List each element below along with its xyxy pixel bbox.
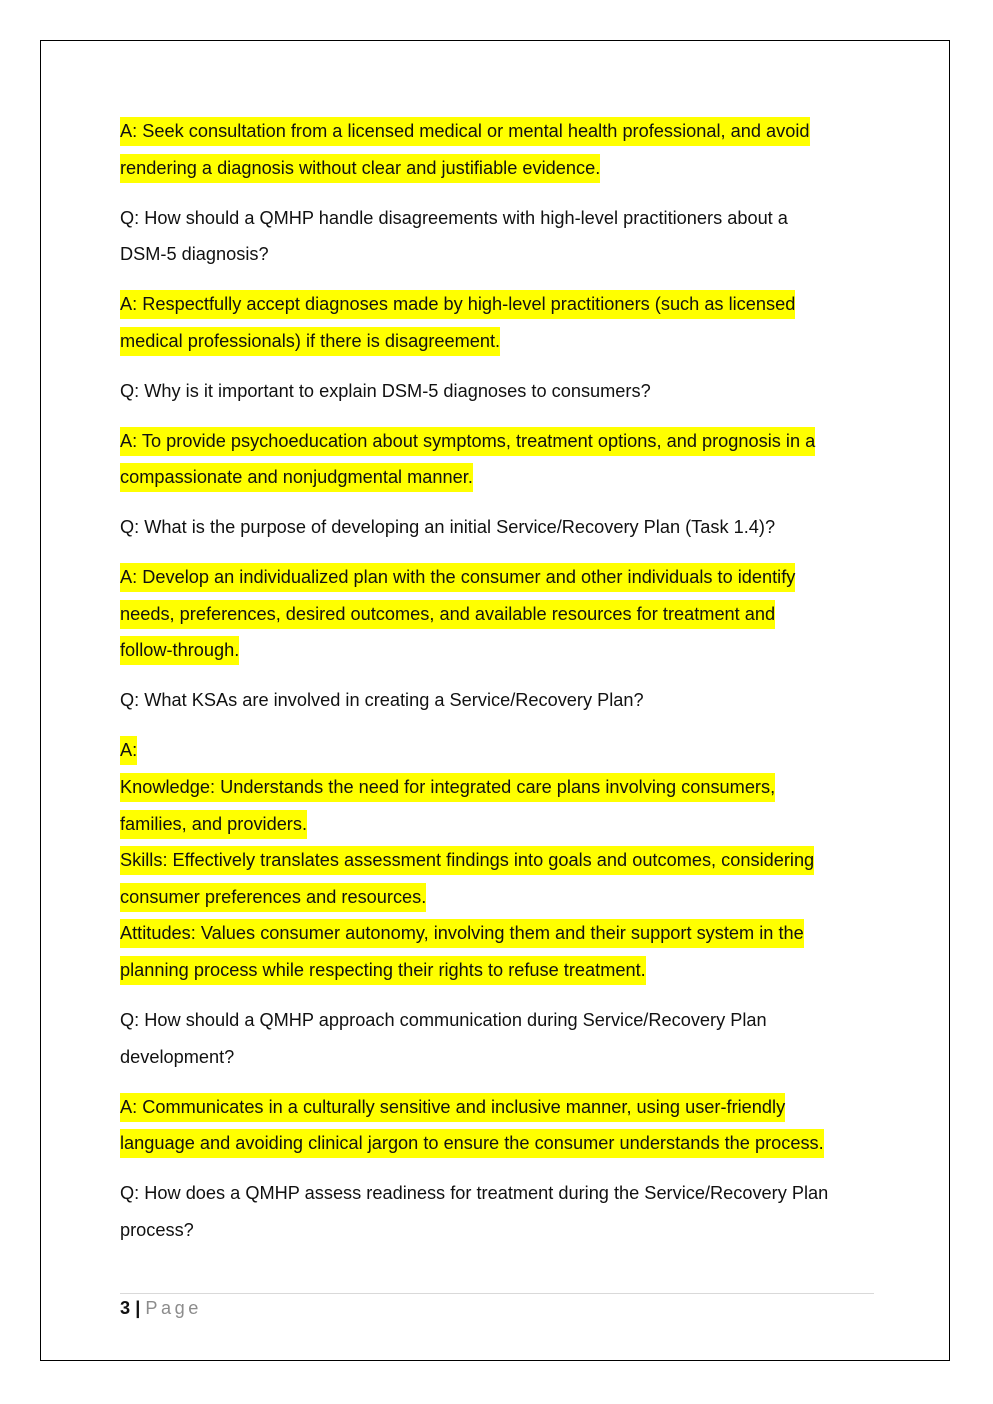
answer-text: A: Seek consultation from a licensed medical or mental health professional, and avoid (120, 117, 810, 146)
text-line (120, 682, 880, 719)
answer-paragraph (120, 559, 880, 669)
text-line (120, 952, 880, 989)
question-text: Q: How should a QMHP approach communication during Service/Recovery Plan (120, 1009, 767, 1030)
question-paragraph (120, 509, 880, 546)
question-paragraph (120, 682, 880, 719)
answer-text: A: (120, 736, 137, 765)
text-line (120, 236, 880, 273)
answer-text: A: Respectfully accept diagnoses made by high-level practitioners (such as licensed (120, 290, 795, 319)
question-text: Q: What KSAs are involved in creating a Service/Recovery Plan? (120, 690, 644, 711)
question-paragraph (120, 1002, 880, 1075)
question-paragraph (120, 373, 880, 410)
answer-paragraph (120, 423, 880, 496)
text-line (120, 113, 880, 150)
text-line (120, 1175, 880, 1212)
page-separator: | (135, 1298, 141, 1318)
text-line (120, 1089, 880, 1126)
question-paragraph (120, 200, 880, 273)
text-line (120, 915, 880, 952)
question-text: Q: What is the purpose of developing an initial Service/Recovery Plan (Task 1.4)? (120, 517, 776, 538)
answer-text: Skills: Effectively translates assessment findings into goals and outcomes, considering (120, 846, 814, 875)
answer-text: A: Communicates in a culturally sensitive and inclusive manner, using user-friendly (120, 1093, 785, 1122)
page-number: 3 (120, 1298, 131, 1318)
answer-text: language and avoiding clinical jargon to ensure the consumer understands the process. (120, 1129, 824, 1158)
question-text: development? (120, 1046, 235, 1067)
text-line (120, 373, 880, 410)
answer-text: A: Develop an individualized plan with the consumer and other individuals to identify (120, 563, 795, 592)
text-line (120, 596, 880, 633)
answer-text: consumer preferences and resources. (120, 883, 426, 912)
question-text: process? (120, 1219, 194, 1240)
answer-paragraph (120, 286, 880, 359)
answer-text: families, and providers. (120, 810, 307, 839)
text-line (120, 879, 880, 916)
answer-paragraph (120, 1089, 880, 1162)
answer-text: Attitudes: Values consumer autonomy, involving them and their support system in the (120, 919, 804, 948)
text-line (120, 286, 880, 323)
question-paragraph (120, 1175, 880, 1248)
answer-text: planning process while respecting their rights to refuse treatment. (120, 956, 646, 985)
answer-text: medical professionals) if there is disagreement. (120, 327, 500, 356)
answer-text: needs, preferences, desired outcomes, and available resources for treatment and (120, 600, 775, 629)
text-line (120, 459, 880, 496)
page-label: Page (145, 1298, 202, 1318)
answer-text: A: To provide psychoeducation about symptoms, treatment options, and prognosis in a (120, 427, 815, 456)
answer-paragraph (120, 113, 880, 186)
text-line (120, 423, 880, 460)
text-line (120, 632, 880, 669)
answer-paragraph (120, 732, 880, 988)
answer-text: follow-through. (120, 636, 239, 665)
text-line (120, 509, 880, 546)
text-line (120, 842, 880, 879)
text-line (120, 806, 880, 843)
text-line (120, 200, 880, 237)
question-text: Q: Why is it important to explain DSM-5 diagnoses to consumers? (120, 380, 651, 401)
footer-divider (120, 1293, 874, 1294)
text-line (120, 1125, 880, 1162)
text-line (120, 769, 880, 806)
question-text: Q: How does a QMHP assess readiness for treatment during the Service/Recovery Plan (120, 1183, 829, 1204)
answer-text: compassionate and nonjudgmental manner. (120, 463, 473, 492)
text-line (120, 732, 880, 769)
question-text: Q: How should a QMHP handle disagreements with high-level practitioners about a (120, 207, 788, 228)
text-line (120, 150, 880, 187)
answer-text: Knowledge: Understands the need for integrated care plans involving consumers, (120, 773, 775, 802)
text-line (120, 1212, 880, 1249)
page-footer (120, 1296, 202, 1320)
text-line (120, 559, 880, 596)
question-text: DSM-5 diagnosis? (120, 244, 269, 265)
text-line (120, 1039, 880, 1076)
text-line (120, 323, 880, 360)
document-body (120, 113, 880, 1262)
text-line (120, 1002, 880, 1039)
answer-text: rendering a diagnosis without clear and justifiable evidence. (120, 154, 600, 183)
